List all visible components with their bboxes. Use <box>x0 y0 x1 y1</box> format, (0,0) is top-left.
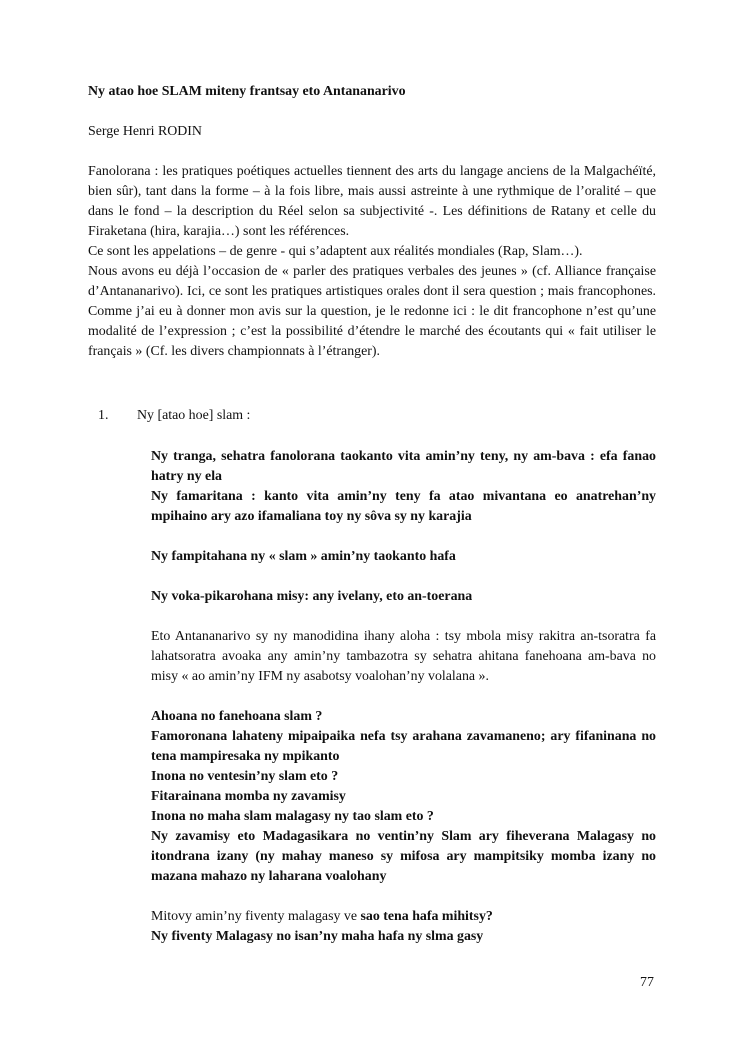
final-answer: Ny fiventy Malagasy no isan’ny maha hafa ny slma gasy <box>151 929 484 944</box>
qa-line: Ny zavamisy eto Madagasikara no ventin’ny Slam ary fiheverana Malagasy no itondrana izany (ny mahay maneso sy mifosa ary mampitsiky momba izany no mazana mahazo ny laharana voalohany <box>151 829 656 884</box>
qa-line: Inona no ventesin’ny slam eto ? <box>151 769 339 784</box>
paragraph-eto-antananarivo: Eto Antananarivo sy ny manodidina ihany aloha : tsy mbola misy rakitra an-tsoratra fa lahatsoratra avoaka any amin’ny tambazotra sy sehatra ahitana fanehoana am-bava no misy « ao amin’ny IFM ny asabotsy voalohan’ny volalana ». <box>151 629 656 684</box>
author-name: Serge Henri RODIN <box>88 124 202 139</box>
section-1-heading <box>98 406 656 426</box>
voka-block <box>151 587 656 607</box>
intro-paragraph-2: Ce sont les appelations – de genre - qui s’adaptent aux réalités mondiales (Rap, Slam…). <box>88 244 583 259</box>
section-1-title: Ny [atao hoe] slam : <box>137 408 251 423</box>
qa-line: Fitarainana momba ny zavamisy <box>151 789 346 804</box>
eto-block <box>151 627 656 687</box>
definition-tranga: Ny tranga, sehatra fanolorana taokanto vita amin’ny teny, ny am-bava : efa fanao hatry ny ela <box>151 449 656 484</box>
qa-line: Famoronana lahateny mipaipaika nefa tsy arahana zavamaneno; ary fifaninana no tena mampiresaka ny mpikanto <box>151 729 656 764</box>
document-page <box>88 82 656 947</box>
page-number: 77 <box>640 975 654 990</box>
intro-paragraph-1: Fanolorana : les pratiques poétiques actuelles tiennent des arts du langage anciens de la Malgachéïté, bien sûr), tant dans la forme – à la fois libre, mais aussi astreinte à une rythmique de l’oralité – que dans le fond – la description du Réel selon sa subjectivité -. Les définitions de Ratany et celle du Firaketana (hira, karajia…) sont les références. <box>88 164 656 239</box>
definition-famaritana: Ny famaritana : kanto vita amin’ny teny fa atao mivantana eo anatrehan’ny mpihaino ary azo ifamaliana toy ny sôva sy ny karajia <box>151 489 656 524</box>
document-title: Ny atao hoe SLAM miteny frantsay eto Antananarivo <box>88 84 406 99</box>
qa-line: Ahoana no fanehoana slam ? <box>151 709 323 724</box>
final-block <box>151 907 656 947</box>
definition-voka: Ny voka-pikarohana misy: any ivelany, eto an-toerana <box>151 589 473 604</box>
final-question <box>151 907 656 927</box>
final-question-bold: sao tena hafa mihitsy? <box>360 909 493 924</box>
intro-paragraph-3: Nous avons eu déjà l’occasion de « parler des pratiques verbales des jeunes » (cf. Alliance française d’Antananarivo). Ici, ce sont les pratiques artistiques orales dont il sera question ; mais francophones. Comme j’ai eu à donner mon avis sur la question, je le redonne ici : le dit francophone n’est qu’une modalité de l’expression ; c’est la possibilité d’étendre le marché des écoutants qui « fait utiliser le français » (Cf. les divers championnats à l’étranger). <box>88 264 656 359</box>
qa-line: Inona no maha slam malagasy ny tao slam eto ? <box>151 809 434 824</box>
intro-section <box>88 162 656 362</box>
list-number: 1. <box>98 408 109 423</box>
qa-block <box>151 707 656 887</box>
definitions-block <box>151 447 656 527</box>
final-question-text: Mitovy amin’ny fiventy malagasy ve <box>151 909 361 924</box>
definition-fampitahana: Ny fampitahana ny « slam » amin’ny taokanto hafa <box>151 549 456 564</box>
fampitahana-block <box>151 547 656 567</box>
